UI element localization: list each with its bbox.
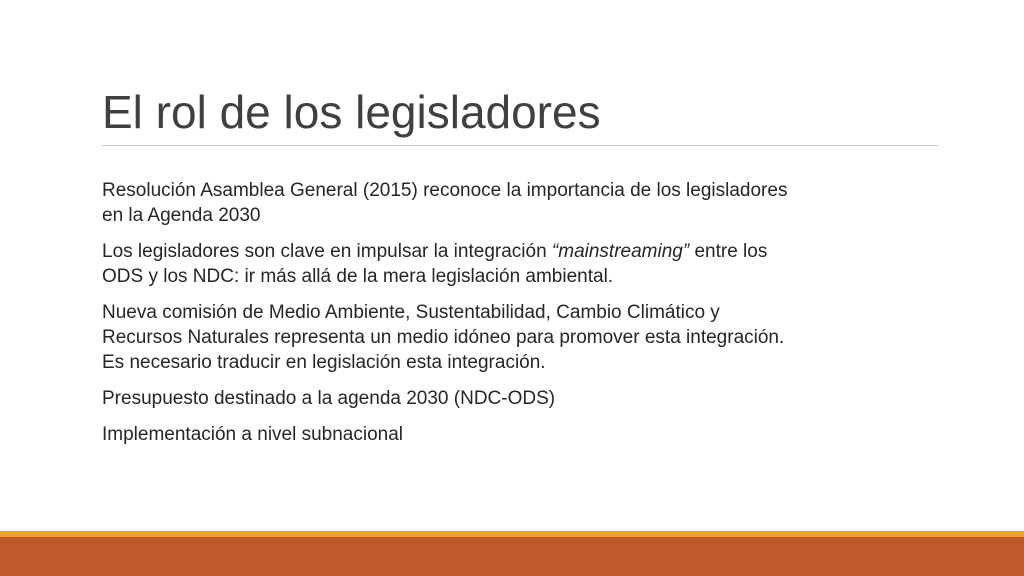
paragraph-line: Los legisladores son clave en impulsar la integración bbox=[102, 241, 552, 262]
slide-body bbox=[102, 178, 902, 458]
paragraph-implementacion bbox=[102, 422, 902, 447]
paragraph-nueva-comision bbox=[102, 300, 902, 375]
paragraph-line: Es necesario traducir en legislación esta integración. bbox=[102, 352, 546, 373]
title-divider bbox=[102, 145, 938, 146]
paragraph-legisladores-clave bbox=[102, 239, 902, 289]
paragraph-line: Resolución Asamblea General (2015) reconoce la importancia de los legisladores bbox=[102, 180, 788, 201]
paragraph-line: Recursos Naturales representa un medio idóneo para promover esta integración. bbox=[102, 327, 785, 348]
paragraph-line: Presupuesto destinado a la agenda 2030 (NDC-ODS) bbox=[102, 388, 556, 409]
paragraph-resolucion bbox=[102, 178, 902, 228]
paragraph-line: Nueva comisión de Medio Ambiente, Sustentabilidad, Cambio Climático y bbox=[102, 302, 720, 323]
paragraph-line: en la Agenda 2030 bbox=[102, 205, 261, 226]
slide-title: El rol de los legisladores bbox=[102, 86, 601, 138]
paragraph-line: Implementación a nivel subnacional bbox=[102, 424, 404, 445]
mainstreaming-term: “mainstreaming” bbox=[551, 241, 690, 262]
paragraph-line: ODS y los NDC: ir más allá de la mera legislación ambiental. bbox=[102, 266, 614, 287]
paragraph-line: entre los bbox=[689, 241, 768, 262]
footer-band bbox=[0, 537, 1024, 576]
paragraph-presupuesto bbox=[102, 386, 902, 411]
